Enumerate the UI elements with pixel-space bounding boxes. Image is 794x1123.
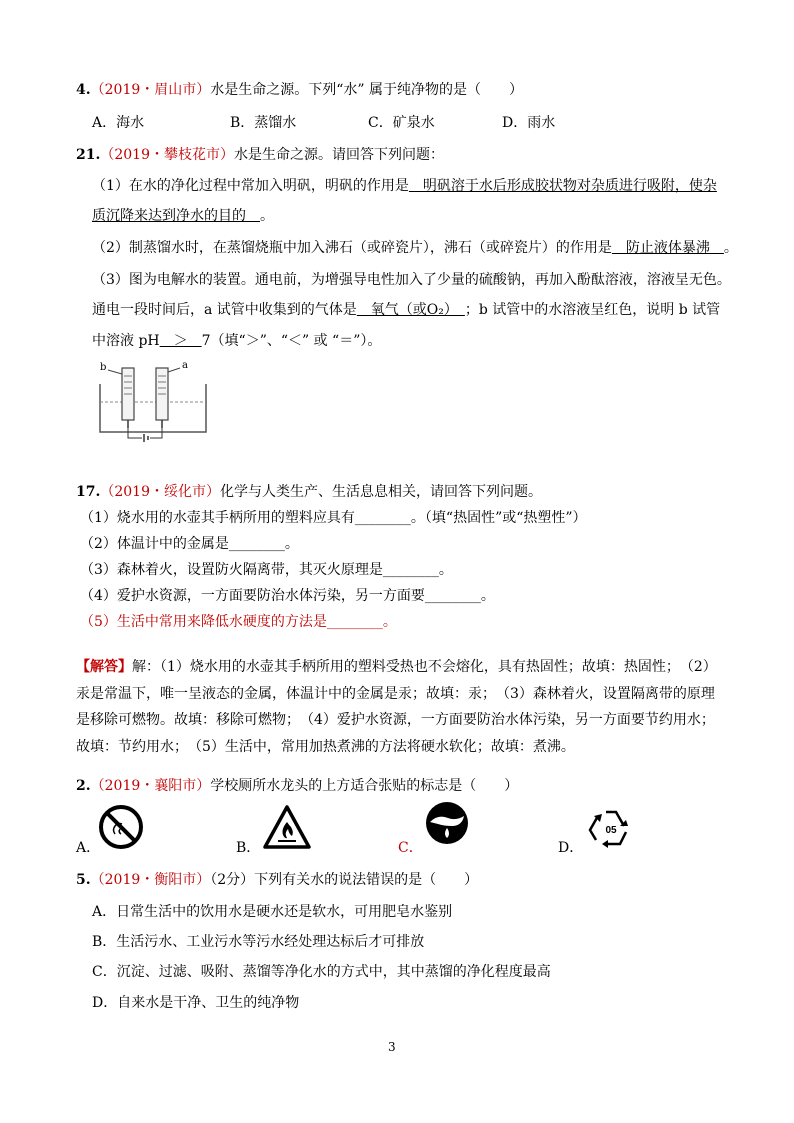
q17-source: 2019・绥化市: [114, 484, 206, 500]
q4-option-d: D．雨水: [502, 115, 556, 131]
q2-source-close: ）: [196, 778, 211, 794]
no-smoking-sign-icon: [98, 804, 144, 850]
electrolysis-figure: [94, 362, 214, 444]
q5-stem-line: [76, 870, 478, 890]
q21-part3-text-d: 中溶液 pH: [92, 333, 160, 349]
q5-option-a: A．日常生活中的饮用水是硬水还是软水，可用肥皂水鉴别: [92, 904, 453, 920]
q21-part3-answer2: ＞: [159, 333, 202, 349]
q21-part3-line1: [92, 270, 731, 290]
solution-line-1: [76, 657, 717, 677]
q21-part1-end: 。: [260, 208, 274, 224]
figure-label-b: b: [100, 362, 107, 373]
q2-stem: 学校厕所水龙头的上方适合张贴的标志是（ ）: [210, 778, 519, 794]
q4-option-b: B．蒸馏水: [230, 115, 297, 131]
q21-part3-text-a: （3）图为电解水的装置。通电前，为增强导电性加入了少量的硫酸钠，再加入酚酞溶液，溶液呈无色。: [92, 272, 731, 288]
q21-part2-end: 。: [723, 240, 738, 256]
q17-item-3: （3）森林着火，设置防火隔离带，其灭火原理是________。: [80, 562, 453, 578]
recycle-number: 05: [605, 825, 617, 836]
q21-source-close: ）: [220, 147, 234, 163]
q21-source: 2019・攀枝花市: [114, 147, 220, 163]
q5-number: 5.: [76, 872, 91, 888]
q17-number: 17.: [76, 484, 101, 500]
q17-item-2: （2）体温计中的金属是________。: [80, 536, 299, 552]
solution-line-4: 故填：节约用水； （5）生活中，常用加热煮沸的方法将硬水软化；故填：煮沸。: [76, 739, 575, 755]
q21-part3-text-b: 通电一段时间后，a 试管中收集到的气体是: [92, 302, 357, 318]
q2-source-open: （: [90, 778, 105, 794]
q21-part2-text: （2）制蒸馏水时，在蒸馏烧瓶中加入沸石（或碎瓷片），沸石（或碎瓷片）的作用是: [92, 240, 612, 256]
q21-part3-line2: [92, 300, 720, 320]
q4-source: 2019・眉山市: [104, 82, 197, 98]
q5-option-b: B．生活污水、工业污水等污水经处理达标后才可排放: [92, 934, 425, 950]
q4-source-open: （: [90, 82, 105, 98]
q17-item-1: （1）烧水用的水壶其手柄所用的塑料应具有________。（填“热固性”或“热塑性”）: [80, 510, 587, 526]
q21-part1-answer-a: 明矾溶于水后形成胶状物对杂质进行吸附，使杂: [408, 178, 717, 194]
q17-stem: 化学与人类生产、生活息息相关，请回答下列问题。: [220, 484, 542, 500]
q2-number: 2.: [76, 778, 91, 794]
q4-option-a: A．海水: [92, 115, 145, 131]
q4-number: 4.: [76, 82, 91, 98]
q21-part1-text: （1）在水的净化过程中常加入明矾，明矾的作用是: [92, 178, 409, 194]
q17-stem-line: [76, 482, 542, 502]
q5-source: 2019・衡阳市: [104, 872, 197, 888]
q21-stem-line: [76, 145, 444, 165]
q4-source-close: ）: [196, 82, 211, 98]
q17-item-4: （4）爱护水资源，一方面要防治水体污染，另一方面要________。: [80, 588, 495, 604]
solution-line-2: 汞是常温下，唯一呈液态的金属，体温计中的金属是汞；故填：汞； （3）森林着火，设置隔离带的原理: [76, 686, 715, 702]
q2-option-a: A．: [76, 840, 101, 856]
q17-item-5: （5）生活中常用来降低水硬度的方法是________。: [80, 614, 397, 630]
q5-source-open: （: [90, 872, 105, 888]
q4-stem-line: [76, 80, 523, 100]
q4-option-c: C．矿泉水: [368, 115, 435, 131]
q2-option-d: D．: [558, 840, 584, 856]
q21-stem: 水是生命之源。请回答下列问题：: [234, 147, 444, 163]
q2-option-b: B．: [236, 840, 261, 856]
page-number: 3: [388, 1040, 396, 1054]
q17-source-close: ）: [206, 484, 220, 500]
q21-part2-line: [92, 238, 738, 258]
solution-tag: 【解答】: [76, 659, 132, 675]
q21-part3-text-e: 7（填“＞”、“＜” 或 “＝”）。: [201, 333, 382, 349]
q21-part2-answer: 防止液体暴沸: [611, 240, 724, 256]
q21-part3-line3: [92, 331, 381, 351]
q21-number: 21.: [76, 147, 101, 163]
q2-source: 2019・襄阳市: [104, 778, 197, 794]
q2-option-c: C．: [398, 840, 423, 856]
q5-option-d: D．自来水是干净、卫生的纯净物: [92, 995, 300, 1011]
q5-stem: （2分）下列有关水的说法错误的是（ ）: [210, 872, 479, 888]
electrolysis-apparatus-icon: [94, 362, 214, 444]
solution-text-1: 解：（1）烧水用的水壶其手柄所用的塑料受热也不会熔化，具有热固性；故填：热固性； （2）: [132, 659, 717, 675]
q21-part3-text-c: ；b 试管中的水溶液呈红色，说明 b 试管: [464, 302, 721, 318]
q2-stem-line: [76, 776, 518, 796]
q21-part3-answer1: 氧气（或O₂）: [356, 302, 465, 318]
flammable-warning-icon: [262, 804, 312, 850]
q17-source-open: （: [100, 484, 115, 500]
recycle-05-icon: [586, 804, 636, 850]
q5-option-c: C．沉淀、过滤、吸附、蒸馏等净化水的方式中，其中蒸馏的净化程度最高: [92, 964, 551, 980]
q21-part1-line2: [92, 206, 274, 226]
q4-stem: 水是生命之源。下列“水” 属于纯净物的是（ ）: [210, 82, 524, 98]
q21-part1-answer-b: 质沉降来达到净水的目的: [92, 208, 260, 224]
solution-line-3: 是移除可燃物。故填：移除可燃物； （4）爱护水资源，一方面要防治水体污染，另一方面要节约用水；: [76, 712, 715, 728]
q5-source-close: ）: [196, 872, 211, 888]
q21-part1-line1: [92, 176, 717, 196]
water-saving-sign-icon: [424, 800, 470, 846]
figure-label-a: a: [182, 360, 188, 371]
q21-source-open: （: [100, 147, 115, 163]
